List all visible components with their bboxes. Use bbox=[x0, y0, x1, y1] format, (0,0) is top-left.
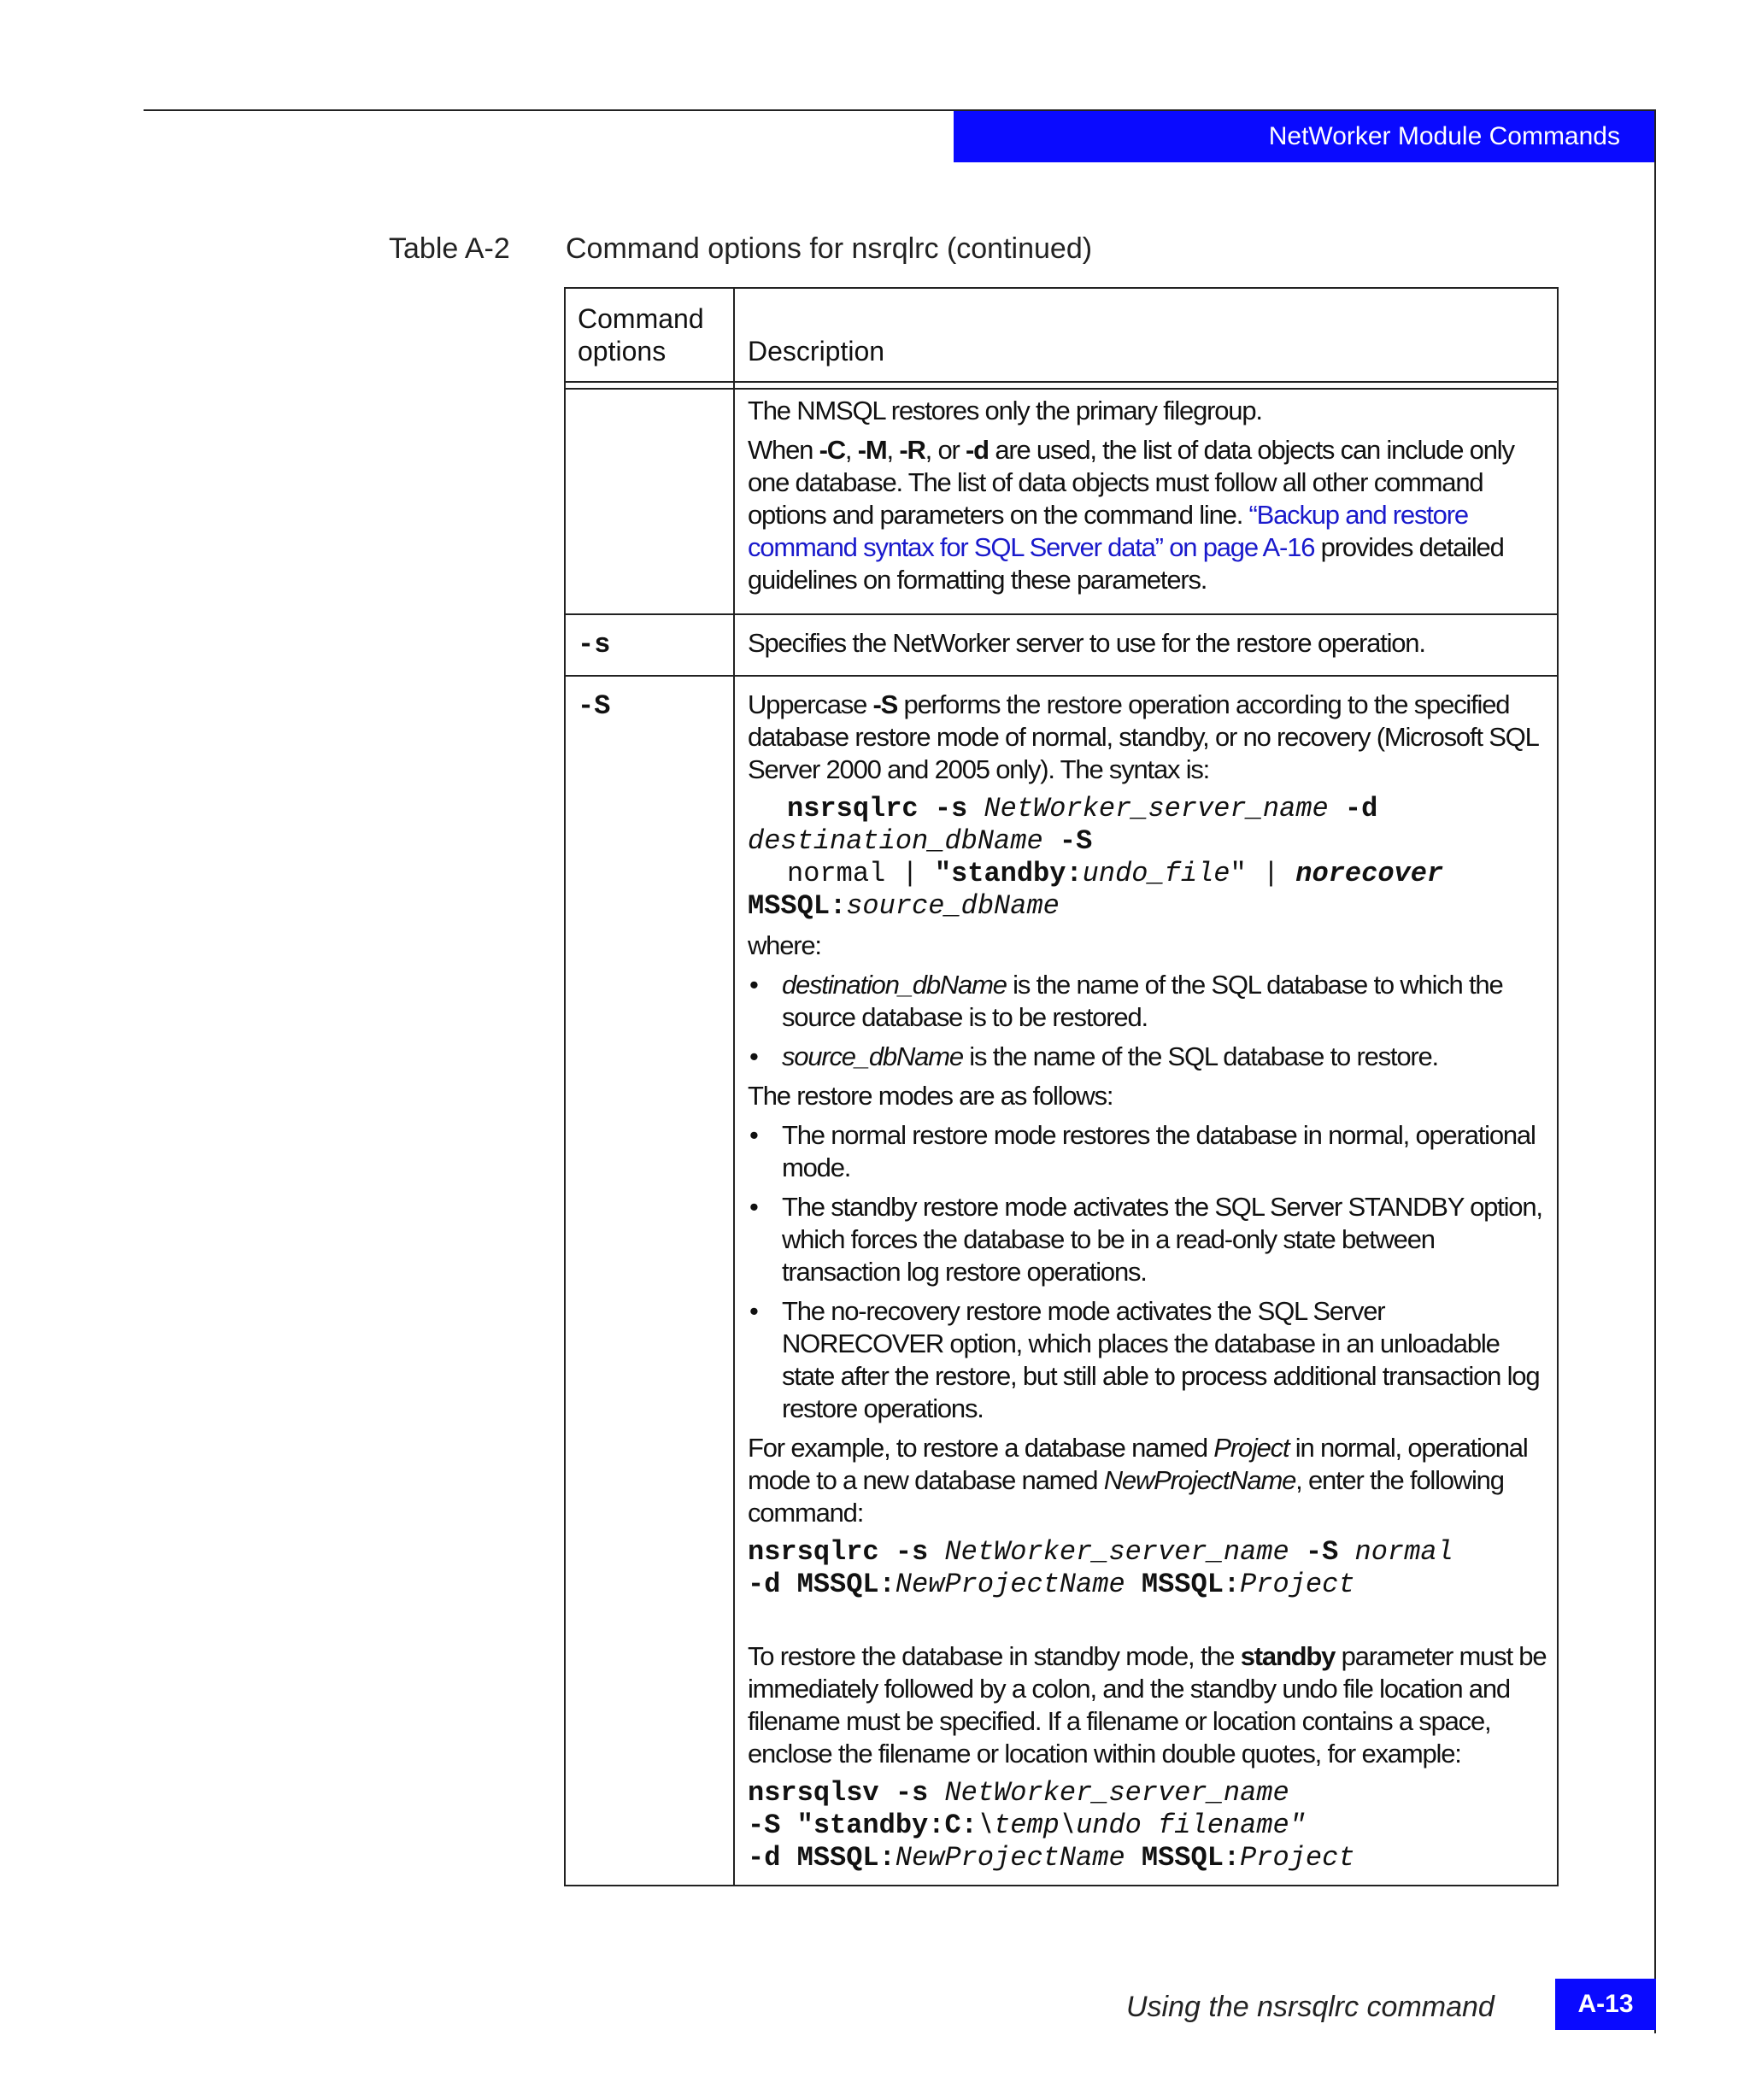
primary-filegroup-text: The NMSQL restores only the primary filegroup. bbox=[748, 396, 1262, 425]
page-number: A-13 bbox=[1555, 1979, 1656, 2030]
header-rule-2 bbox=[566, 388, 1557, 390]
where-item: • destination_dbName is the name of the SQL database to which the source database is to be restored. bbox=[749, 970, 1503, 1032]
example-paragraph: For example, to restore a database named Project in normal, operational mode to a new database named NewProjectName, enter the following command: bbox=[748, 1433, 1528, 1528]
mode-item: • The normal restore mode restores the database in normal, operational mode. bbox=[749, 1120, 1536, 1182]
column-divider bbox=[733, 289, 735, 1885]
row-rule-1 bbox=[566, 613, 1557, 615]
where-item: • source_dbName is the name of the SQL database to restore. bbox=[749, 1041, 1438, 1071]
syntax-block: nsrsqlrc -s NetWorker_server_name -d destination_dbName -S normal | "standby:undo_file" | norecover MSSQL:source_dbName bbox=[748, 793, 1444, 922]
footer-section-title: Using the nsrsqlrc command bbox=[1126, 1991, 1495, 2023]
running-header-title: NetWorker Module Commands bbox=[1268, 122, 1620, 150]
data-objects-paragraph: When -C, -M, -R, or -d are used, the list of data objects can include only one database. The list of data objects must follow all other command options and parameters on the command line. “Backup and restore command syntax for SQL Server data” on page A-16 provides detailed guidelines on formatting these parameters. bbox=[748, 435, 1514, 595]
option-s-lower: -s bbox=[578, 629, 611, 660]
example-command: nsrsqlrc -s NetWorker_server_name -S normal -d MSSQL:NewProjectName MSSQL:Project bbox=[748, 1536, 1453, 1600]
s-upper-intro: Uppercase -S performs the restore operation according to the specified database restore mode of normal, standby, or no recovery (Microsoft SQL Server 2000 and 2005 only). The syntax is: bbox=[748, 689, 1538, 784]
option-s-upper-description bbox=[748, 689, 1551, 1874]
standby-paragraph: To restore the database in standby mode, the standby parameter must be immediately followed by a colon, and the standby undo file location and filename must be specified. If a filename or location contains a space, enclose the filename or location within double quotes, for example: bbox=[748, 1641, 1547, 1769]
col1-header: Command options bbox=[578, 303, 704, 367]
command-options-table bbox=[564, 287, 1559, 1886]
option-s-upper: -S bbox=[578, 690, 611, 722]
running-header bbox=[954, 111, 1656, 162]
where-label: where: bbox=[748, 930, 821, 960]
right-margin-rule bbox=[1654, 111, 1656, 2033]
syntax-cross-reference-link[interactable]: “Backup and restore command syntax for SQL Server data” on page A-16 bbox=[748, 500, 1468, 562]
standby-command: nsrsqlsv -s NetWorker_server_name -S "standby:C:\temp\undo filename" -d MSSQL:NewProjectName MSSQL:Project bbox=[748, 1777, 1355, 1874]
col2-header: Description bbox=[748, 336, 885, 367]
modes-intro: The restore modes are as follows: bbox=[748, 1081, 1113, 1111]
continued-row-description bbox=[748, 395, 1551, 603]
table-number: Table A-2 bbox=[389, 232, 510, 265]
mode-item: • The no-recovery restore mode activates the SQL Server NORECOVER option, which places the database in an unloadable state after the restore, but still able to process additional transaction log restore operations. bbox=[749, 1296, 1540, 1423]
mode-item: • The standby restore mode activates the SQL Server STANDBY option, which forces the database to be in a read-only state between transaction log restore operations. bbox=[749, 1192, 1542, 1287]
option-s-lower-description: Specifies the NetWorker server to use for the restore operation. bbox=[748, 628, 1425, 658]
table-title: Command options for nsrqlrc (continued) bbox=[566, 232, 1093, 265]
header-rule-1 bbox=[566, 381, 1557, 383]
row-rule-2 bbox=[566, 675, 1557, 677]
